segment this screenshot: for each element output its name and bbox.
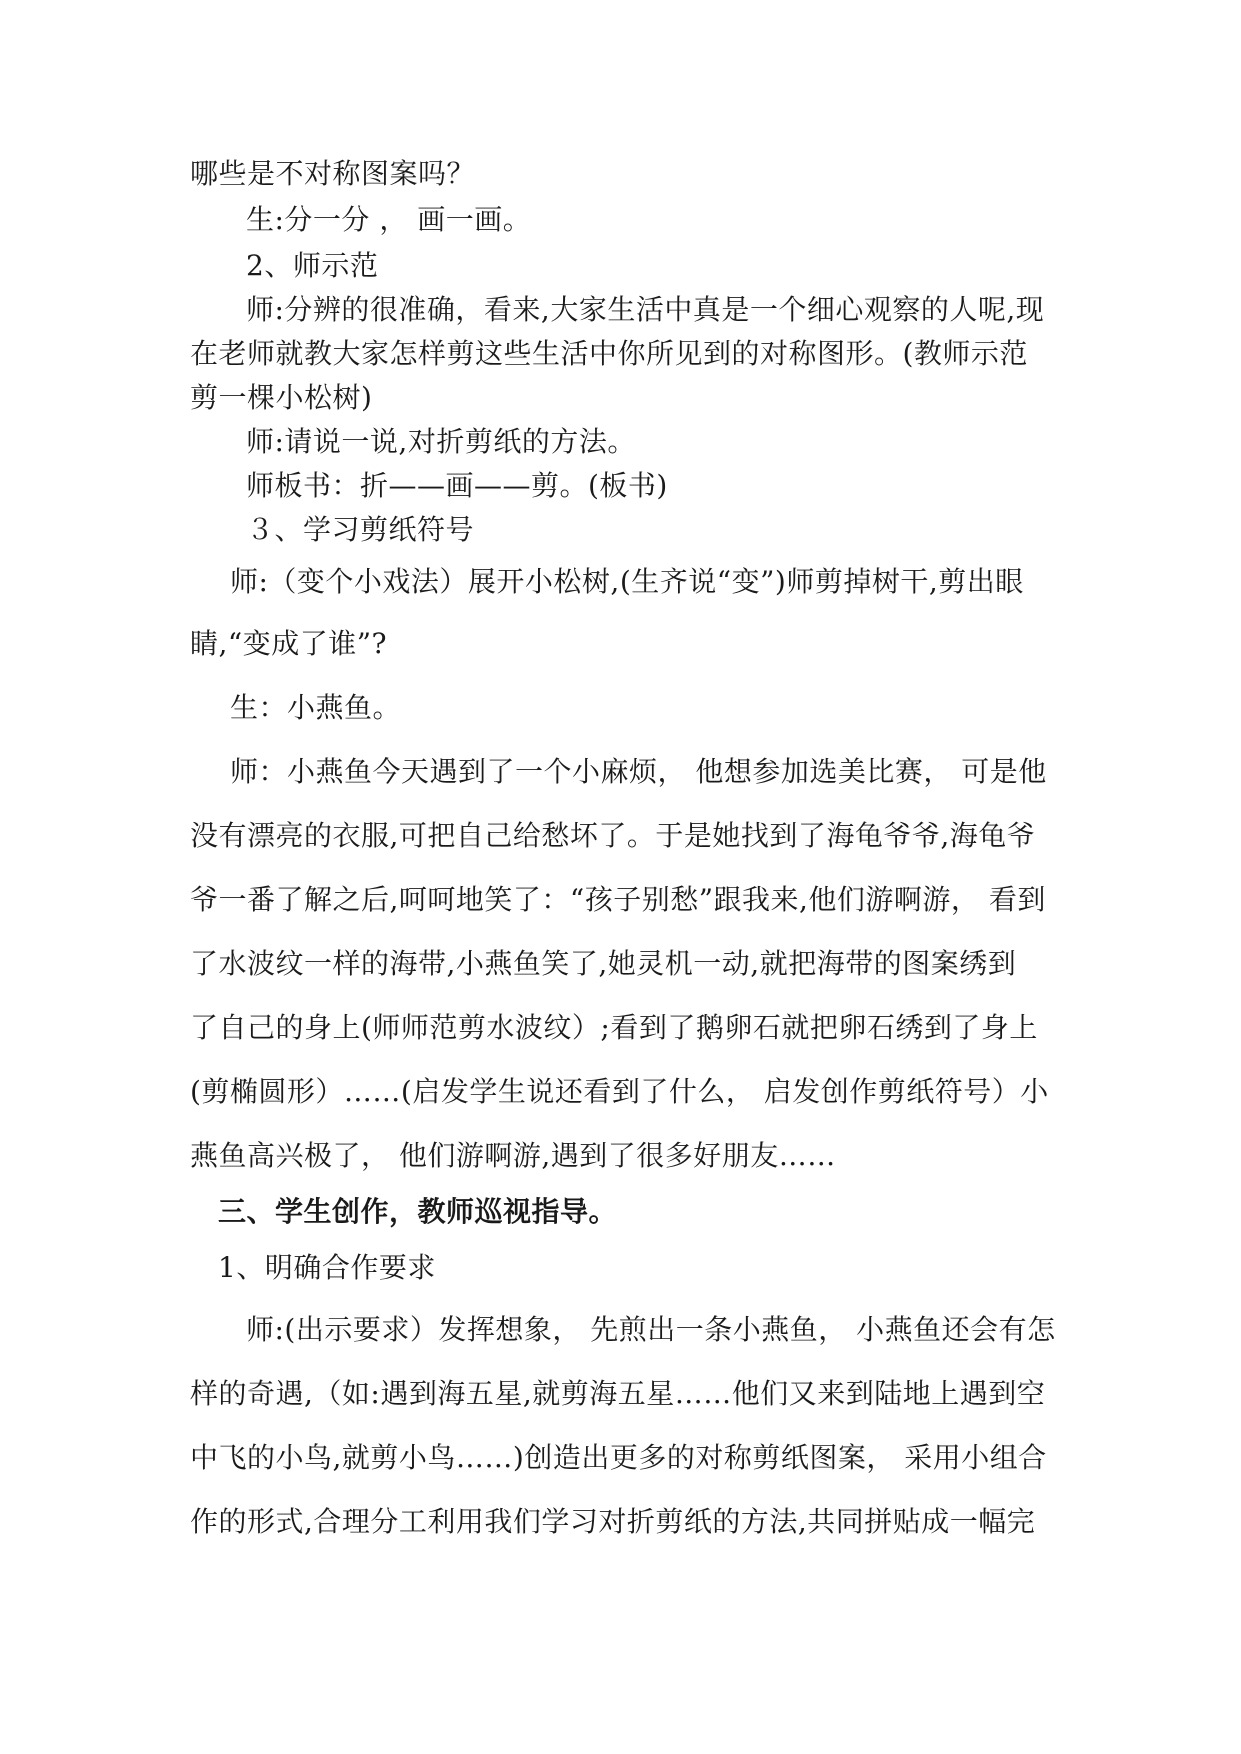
section-heading: 三、学生创作，教师巡视指导。 [218, 1195, 618, 1228]
text-line-6: 剪一棵小松树) [190, 381, 373, 414]
text-line-5: 在老师就教大家怎样剪这些生活中你所见到的对称图形。(教师示范 [190, 337, 1028, 370]
text-line-11: 睛,“变成了谁”? [190, 627, 388, 660]
text-line-15: 爷一番了解之后,呵呵地笑了：“孩子别愁”跟我来,他们游啊游， 看到 [190, 883, 1046, 916]
text-line-3: 2、师示范 [246, 249, 379, 282]
text-line-1: 哪些是不对称图案吗？ [190, 157, 476, 190]
text-line-12: 生：小燕鱼。 [230, 691, 402, 724]
text-line-7: 师:请说一说,对折剪纸的方法。 [246, 425, 636, 458]
text-line-8: 师板书：折——画——剪。(板书) [246, 469, 668, 502]
text-line-21: 1、明确合作要求 [218, 1251, 436, 1284]
text-line-19: 燕鱼高兴极了， 他们游啊游,遇到了很多好朋友…… [190, 1139, 836, 1172]
text-line-17: 了自己的身上(师师范剪水波纹）;看到了鹅卵石就把卵石绣到了身上 [190, 1011, 1038, 1044]
text-line-4: 师:分辨的很准确，看来,大家生活中真是一个细心观察的人呢,现 [246, 293, 1045, 326]
text-line-14: 没有漂亮的衣服,可把自己给愁坏了。于是她找到了海龟爷爷,海龟爷 [190, 819, 1036, 852]
text-line-23: 样的奇遇,（如:遇到海五星,就剪海五星……他们又来到陆地上遇到空 [190, 1377, 1046, 1410]
text-line-24: 中飞的小鸟,就剪小鸟……)创造出更多的对称剪纸图案， 采用小组合 [190, 1441, 1047, 1474]
text-line-16: 了水波纹一样的海带,小燕鱼笑了,她灵机一动,就把海带的图案绣到 [190, 947, 1017, 980]
text-line-10: 师:（变个小戏法）展开小松树,(生齐说“变”)师剪掉树干,剪出眼 [230, 565, 1024, 598]
text-line-18: (剪椭圆形）……(启发学生说还看到了什么， 启发创作剪纸符号）小 [190, 1075, 1049, 1108]
text-line-9: ３、学习剪纸符号 [246, 513, 475, 546]
text-line-2: 生:分一分 ， 画一画。 [246, 203, 532, 236]
text-line-22: 师:(出示要求）发挥想象， 先煎出一条小燕鱼， 小燕鱼还会有怎 [246, 1313, 1056, 1346]
text-line-25: 作的形式,合理分工利用我们学习对折剪纸的方法,共同拼贴成一幅完 [190, 1505, 1036, 1538]
text-line-13: 师：小燕鱼今天遇到了一个小麻烦， 他想参加选美比赛， 可是他 [230, 755, 1047, 788]
